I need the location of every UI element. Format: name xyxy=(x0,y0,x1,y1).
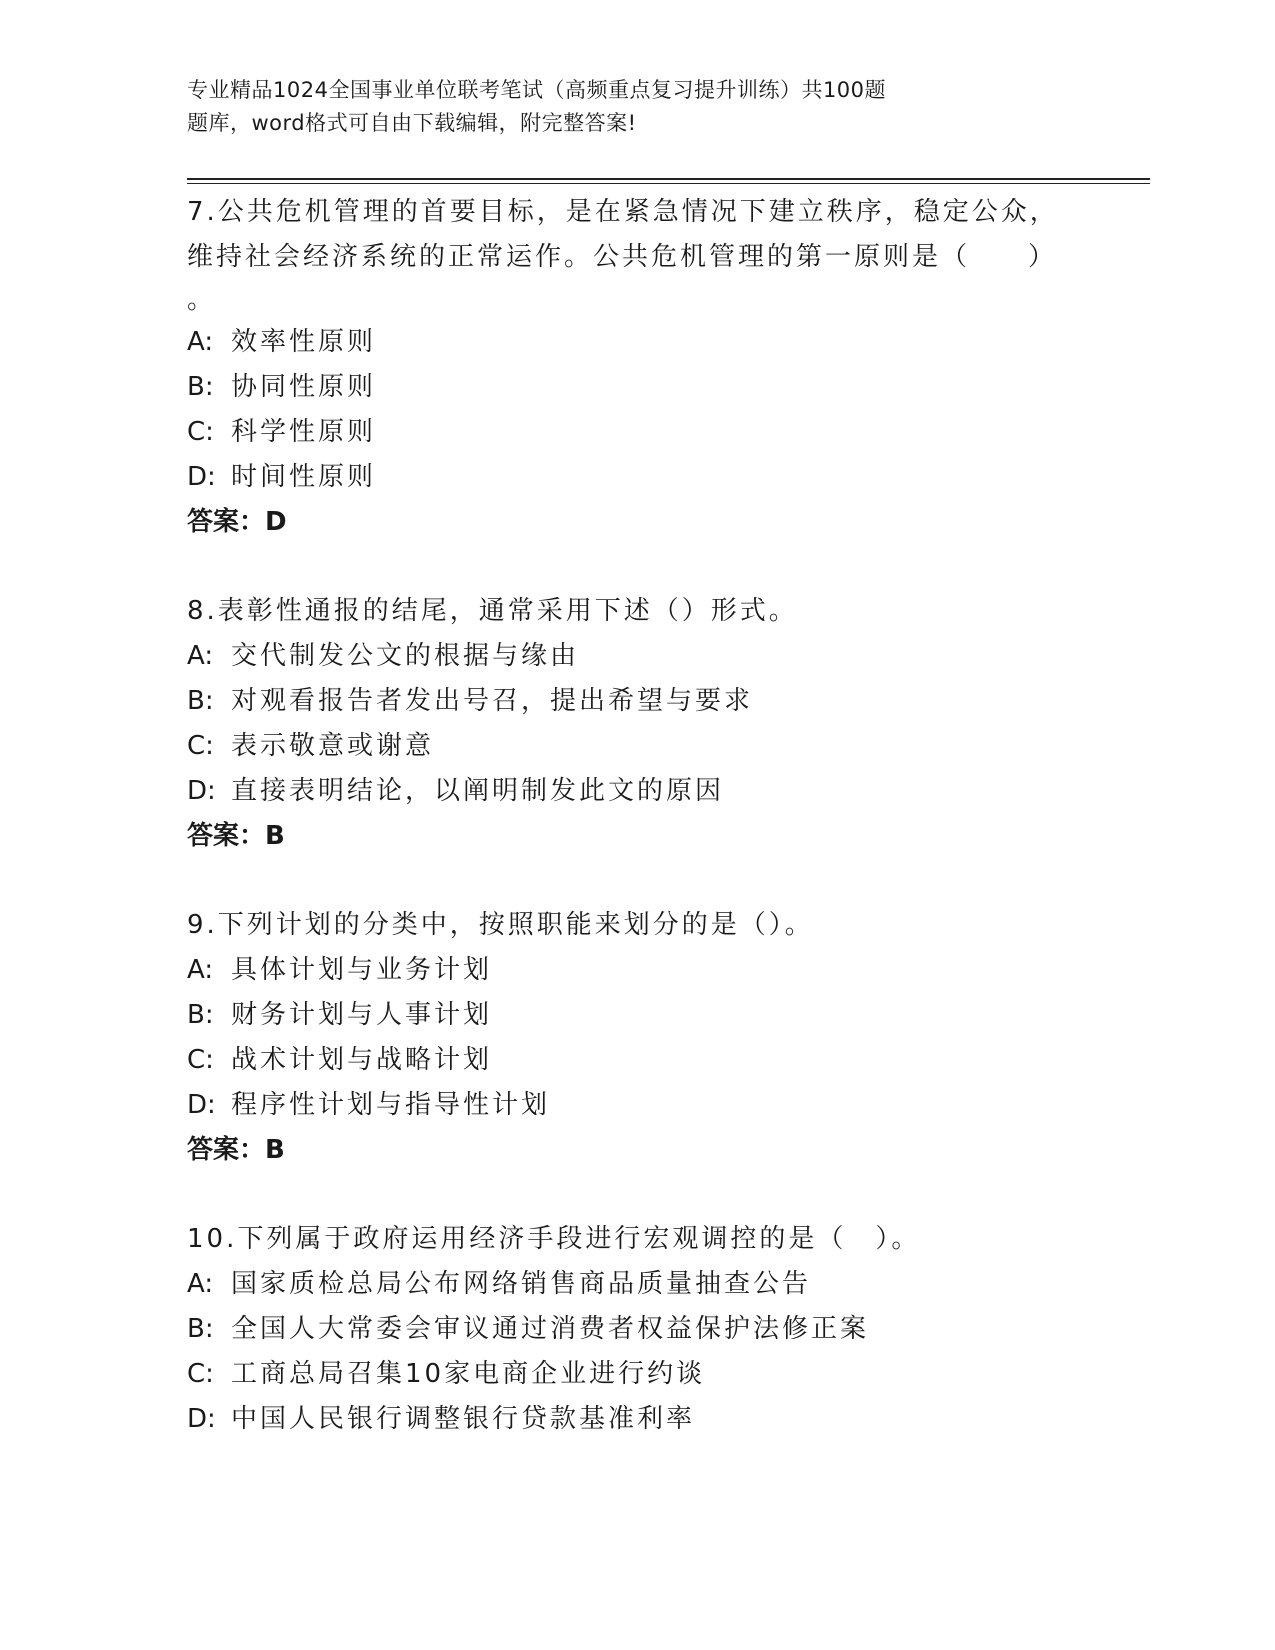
option-a xyxy=(187,634,1087,679)
option-c xyxy=(187,1038,1087,1083)
answer-line: 答案：D xyxy=(187,507,287,537)
header-line-2: 题库，word格式可自由下载编辑，附完整答案! xyxy=(187,111,637,135)
option-text: 科学性原则 xyxy=(231,417,377,447)
question-stem: 10.下列属于政府运用经济手段进行宏观调控的是（ ）。 xyxy=(187,1224,921,1254)
option-label: C: xyxy=(187,417,214,447)
option-text: 效率性原则 xyxy=(231,327,377,357)
option-c xyxy=(187,1352,1087,1397)
option-label: A: xyxy=(187,1269,214,1299)
option-a xyxy=(187,1262,1087,1307)
option-text: 时间性原则 xyxy=(231,462,377,492)
question-stem: 7.公共危机管理的首要目标，是在紧急情况下建立秩序，稳定公众， xyxy=(187,197,1059,227)
header-divider-thin xyxy=(187,183,1150,184)
option-label: A: xyxy=(187,955,214,985)
question-8 xyxy=(187,589,1087,859)
answer-line: 答案：B xyxy=(187,821,285,851)
option-b xyxy=(187,1307,1087,1352)
option-label: B: xyxy=(187,686,214,716)
option-label: C: xyxy=(187,1045,214,1075)
question-stem-continued: 维持社会经济系统的正常运作。公共危机管理的第一原则是（ ） xyxy=(187,242,1058,272)
option-text: 工商总局召集10家电商企业进行约谈 xyxy=(231,1359,706,1389)
option-text: 表示敬意或谢意 xyxy=(231,731,435,761)
question-10 xyxy=(187,1217,1087,1442)
option-label: B: xyxy=(187,372,214,402)
question-stem-tail: 。 xyxy=(187,285,214,315)
option-label: C: xyxy=(187,731,214,761)
option-label: A: xyxy=(187,327,214,357)
option-text: 对观看报告者发出号召，提出希望与要求 xyxy=(231,686,754,716)
option-b xyxy=(187,993,1087,1038)
question-stem: 8.表彰性通报的结尾，通常采用下述（）形式。 xyxy=(187,596,798,626)
question-7 xyxy=(187,190,1087,545)
option-text: 具体计划与业务计划 xyxy=(231,955,493,985)
option-label: B: xyxy=(187,1000,214,1030)
option-label: D: xyxy=(187,1090,216,1120)
option-text: 中国人民银行调整银行贷款基准利率 xyxy=(231,1404,696,1434)
option-d xyxy=(187,1083,1087,1128)
option-text: 程序性计划与指导性计划 xyxy=(231,1090,551,1120)
option-d xyxy=(187,455,1087,500)
answer-line: 答案：B xyxy=(187,1135,285,1165)
question-stem: 9.下列计划的分类中，按照职能来划分的是（）。 xyxy=(187,910,814,940)
option-b xyxy=(187,679,1087,724)
option-text: 财务计划与人事计划 xyxy=(231,1000,493,1030)
question-list xyxy=(187,190,1087,1486)
option-text: 协同性原则 xyxy=(231,372,377,402)
option-a xyxy=(187,948,1087,993)
header-divider-thick xyxy=(187,178,1150,180)
option-text: 战术计划与战略计划 xyxy=(231,1045,493,1075)
option-label: D: xyxy=(187,462,216,492)
option-label: B: xyxy=(187,1314,214,1344)
option-a xyxy=(187,320,1087,365)
option-label: C: xyxy=(187,1359,214,1389)
option-text: 直接表明结论，以阐明制发此文的原因 xyxy=(231,776,725,806)
option-text: 全国人大常委会审议通过消费者权益保护法修正案 xyxy=(231,1314,870,1344)
option-label: A: xyxy=(187,641,214,671)
option-label: D: xyxy=(187,776,216,806)
document-header xyxy=(187,74,1007,140)
header-line-1: 专业精品1024全国事业单位联考笔试（高频重点复习提升训练）共100题 xyxy=(187,78,887,102)
option-c xyxy=(187,410,1087,455)
option-d xyxy=(187,769,1087,814)
option-text: 交代制发公文的根据与缘由 xyxy=(231,641,580,671)
option-b xyxy=(187,365,1087,410)
option-text: 国家质检总局公布网络销售商品质量抽查公告 xyxy=(231,1269,812,1299)
option-c xyxy=(187,724,1087,769)
question-9 xyxy=(187,903,1087,1173)
option-d xyxy=(187,1397,1087,1442)
option-label: D: xyxy=(187,1404,216,1434)
